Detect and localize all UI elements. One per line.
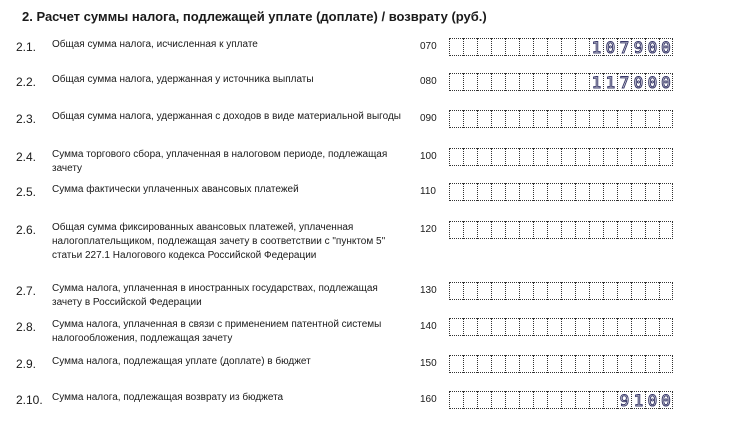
digit-cell[interactable]: [547, 110, 561, 128]
digit-cell[interactable]: [533, 318, 547, 336]
digit-cell[interactable]: [631, 355, 645, 373]
digit-cell[interactable]: 1: [603, 73, 617, 91]
row-label: Общая сумма налога, удержанная у источника выплаты: [52, 74, 314, 85]
digit-cell[interactable]: [491, 355, 505, 373]
digit-cell[interactable]: [449, 355, 463, 373]
digit-cell[interactable]: [589, 148, 603, 166]
digit-cell[interactable]: [505, 391, 519, 409]
digit-cell[interactable]: [575, 282, 589, 300]
line-code: 110: [420, 186, 436, 197]
digit-cell[interactable]: [519, 355, 533, 373]
form-row: [0, 318, 741, 358]
amount-field[interactable]: [449, 282, 673, 300]
digit-cell[interactable]: [561, 73, 575, 91]
digit-cell[interactable]: [547, 73, 561, 91]
digit-cell[interactable]: [519, 73, 533, 91]
digit-cell[interactable]: [449, 183, 463, 201]
digit-cell[interactable]: [477, 73, 491, 91]
amount-field[interactable]: [449, 73, 673, 91]
digit-cell[interactable]: [589, 183, 603, 201]
digit-cell[interactable]: [561, 148, 575, 166]
digit-cell[interactable]: [659, 148, 673, 166]
digit-cell[interactable]: [477, 391, 491, 409]
digit-cell[interactable]: [575, 318, 589, 336]
form-row: [0, 355, 741, 395]
digit-cell[interactable]: [491, 183, 505, 201]
digit-cell[interactable]: [645, 221, 659, 239]
digit-cell[interactable]: [645, 148, 659, 166]
digit-cell[interactable]: [617, 318, 631, 336]
amount-field[interactable]: [449, 355, 673, 373]
amount-field[interactable]: [449, 391, 673, 409]
digit-cell[interactable]: [631, 221, 645, 239]
digit-cell[interactable]: [617, 221, 631, 239]
line-code: 160: [420, 394, 437, 405]
digit-cell[interactable]: [449, 318, 463, 336]
digit-cell[interactable]: [603, 355, 617, 373]
digit-cell[interactable]: [519, 38, 533, 56]
digit-cell[interactable]: [491, 148, 505, 166]
amount-field[interactable]: [449, 110, 673, 128]
row-number: 2.10.: [16, 393, 43, 407]
digit-cell[interactable]: [533, 38, 547, 56]
digit-cell[interactable]: [491, 38, 505, 56]
digit-cell[interactable]: [561, 391, 575, 409]
digit-cell[interactable]: [505, 355, 519, 373]
digit-cell[interactable]: [519, 148, 533, 166]
row-label: Сумма налога, подлежащая уплате (доплате) в бюджет: [52, 356, 311, 367]
digit-cell[interactable]: [449, 282, 463, 300]
digit-cell[interactable]: [617, 148, 631, 166]
digit-cell[interactable]: [589, 221, 603, 239]
form-row: [0, 110, 741, 150]
digit-cell[interactable]: [477, 110, 491, 128]
digit-cell[interactable]: [491, 282, 505, 300]
digit-cell[interactable]: [477, 355, 491, 373]
digit-cell[interactable]: [631, 110, 645, 128]
digit-cell[interactable]: [505, 282, 519, 300]
digit-cell[interactable]: [589, 391, 603, 409]
line-code: 120: [420, 224, 437, 235]
digit-cell[interactable]: [589, 355, 603, 373]
digit-cell[interactable]: [533, 183, 547, 201]
digit-cell[interactable]: [477, 221, 491, 239]
digit-cell[interactable]: [603, 148, 617, 166]
digit-cell[interactable]: [491, 110, 505, 128]
digit-cell[interactable]: [505, 73, 519, 91]
digit-cell[interactable]: [645, 110, 659, 128]
digit-cell[interactable]: [477, 318, 491, 336]
digit-cell[interactable]: [575, 73, 589, 91]
row-label: Общая сумма фиксированных авансовых платежей, уплаченная налогоплательщиком, подлежащая зачету в соответствии с "пунктом 5" статьи 227.1 Налогового кодекса Российской Федерации: [52, 222, 386, 261]
digit-cell[interactable]: 1: [631, 391, 645, 409]
row-number: 2.6.: [16, 223, 37, 237]
digit-cell[interactable]: [533, 282, 547, 300]
digit-cell[interactable]: [449, 221, 463, 239]
digit-cell[interactable]: [659, 183, 673, 201]
digit-cell[interactable]: 1: [589, 38, 603, 56]
digit-cell[interactable]: [505, 38, 519, 56]
digit-cell[interactable]: [463, 110, 477, 128]
digit-cell[interactable]: [449, 391, 463, 409]
digit-cell[interactable]: [589, 110, 603, 128]
digit-cell[interactable]: [491, 73, 505, 91]
digit-cell[interactable]: [547, 282, 561, 300]
row-label: Сумма фактически уплаченных авансовых платежей: [52, 184, 299, 195]
digit-cell[interactable]: [533, 148, 547, 166]
digit-cell[interactable]: [547, 391, 561, 409]
digit-cell[interactable]: [659, 355, 673, 373]
digit-cell[interactable]: [561, 221, 575, 239]
digit-cell[interactable]: [463, 183, 477, 201]
digit-cell[interactable]: [547, 355, 561, 373]
digit-cell[interactable]: [603, 183, 617, 201]
digit-cell[interactable]: [519, 318, 533, 336]
amount-field[interactable]: [449, 38, 673, 56]
amount-field[interactable]: [449, 148, 673, 166]
digit-cell[interactable]: [463, 282, 477, 300]
amount-field[interactable]: [449, 318, 673, 336]
digit-cell[interactable]: 0: [645, 38, 659, 56]
digit-cell[interactable]: [631, 282, 645, 300]
digit-cell[interactable]: [659, 282, 673, 300]
form-row: [0, 73, 741, 113]
digit-cell[interactable]: 0: [631, 73, 645, 91]
digit-cell[interactable]: [561, 183, 575, 201]
digit-cell[interactable]: [603, 391, 617, 409]
digit-cell[interactable]: [589, 318, 603, 336]
digit-cell[interactable]: [463, 221, 477, 239]
digit-cell[interactable]: [533, 355, 547, 373]
line-code: 140: [420, 321, 437, 332]
digit-cell[interactable]: [477, 183, 491, 201]
line-code: 070: [420, 41, 437, 52]
form-row: [0, 221, 741, 261]
digit-cell[interactable]: 7: [617, 38, 631, 56]
digit-cell[interactable]: [659, 221, 673, 239]
digit-cell[interactable]: 0: [659, 391, 673, 409]
digit-cell[interactable]: [645, 318, 659, 336]
digit-cell[interactable]: [519, 282, 533, 300]
row-number: 2.7.: [16, 284, 37, 298]
digit-cell[interactable]: 0: [645, 73, 659, 91]
digit-cell[interactable]: [533, 73, 547, 91]
digit-cell[interactable]: [547, 318, 561, 336]
line-code: 100: [420, 151, 437, 162]
digit-cell[interactable]: [645, 183, 659, 201]
digit-cell[interactable]: [477, 38, 491, 56]
digit-cell[interactable]: [491, 391, 505, 409]
row-number: 2.5.: [16, 185, 37, 199]
row-number: 2.4.: [16, 150, 37, 164]
digit-cell[interactable]: [463, 148, 477, 166]
row-label: Сумма налога, уплаченная в связи с применением патентной системы налогообложения, подлежащая зачету: [52, 319, 382, 344]
line-code: 150: [420, 358, 437, 369]
digit-cell[interactable]: [561, 355, 575, 373]
digit-cell[interactable]: [575, 391, 589, 409]
digit-cell[interactable]: [491, 318, 505, 336]
digit-cell[interactable]: [533, 391, 547, 409]
digit-cell[interactable]: [575, 221, 589, 239]
digit-cell[interactable]: [575, 148, 589, 166]
digit-cell[interactable]: [575, 355, 589, 373]
row-number: 2.2.: [16, 75, 37, 89]
digit-cell[interactable]: [603, 282, 617, 300]
digit-cell[interactable]: [645, 282, 659, 300]
form-row: [0, 148, 741, 188]
amount-field[interactable]: [449, 221, 673, 239]
row-label: Сумма налога, уплаченная в иностранных государствах, подлежащая зачету в Российской Федерации: [52, 283, 378, 308]
digit-cell[interactable]: [505, 183, 519, 201]
digit-cell[interactable]: [477, 282, 491, 300]
digit-cell[interactable]: [631, 183, 645, 201]
row-number: 2.3.: [16, 112, 37, 126]
digit-cell[interactable]: [533, 110, 547, 128]
row-number: 2.9.: [16, 357, 37, 371]
digit-cell[interactable]: [463, 355, 477, 373]
form-row: [0, 183, 741, 223]
digit-cell[interactable]: [547, 183, 561, 201]
digit-cell[interactable]: [617, 355, 631, 373]
row-number: 2.8.: [16, 320, 37, 334]
digit-cell[interactable]: [547, 38, 561, 56]
digit-cell[interactable]: [575, 110, 589, 128]
digit-cell[interactable]: [463, 391, 477, 409]
digit-cell[interactable]: [505, 148, 519, 166]
digit-cell[interactable]: [519, 110, 533, 128]
digit-cell[interactable]: [659, 318, 673, 336]
digit-cell[interactable]: [505, 318, 519, 336]
digit-cell[interactable]: 1: [589, 73, 603, 91]
digit-cell[interactable]: [561, 318, 575, 336]
digit-cell[interactable]: 9: [631, 38, 645, 56]
digit-cell[interactable]: [561, 110, 575, 128]
digit-cell[interactable]: 0: [659, 38, 673, 56]
row-label: Общая сумма налога, исчисленная к уплате: [52, 39, 258, 50]
row-label: Общая сумма налога, удержанная с доходов в виде материальной выгоды: [52, 111, 401, 122]
digit-cell[interactable]: [449, 73, 463, 91]
digit-cell[interactable]: [645, 355, 659, 373]
row-label: Сумма налога, подлежащая возврату из бюджета: [52, 392, 284, 403]
row-label: Сумма торгового сбора, уплаченная в налоговом периоде, подлежащая зачету: [52, 149, 388, 174]
digit-cell[interactable]: [519, 183, 533, 201]
digit-cell[interactable]: [533, 221, 547, 239]
digit-cell[interactable]: [603, 110, 617, 128]
digit-cell[interactable]: [617, 183, 631, 201]
digit-cell[interactable]: [449, 148, 463, 166]
digit-cell[interactable]: [575, 38, 589, 56]
digit-cell[interactable]: [519, 391, 533, 409]
digit-cell[interactable]: [463, 38, 477, 56]
form-row: [0, 391, 741, 431]
digit-cell[interactable]: [519, 221, 533, 239]
digit-cell[interactable]: [659, 110, 673, 128]
digit-cell[interactable]: 0: [645, 391, 659, 409]
digit-cell[interactable]: [449, 38, 463, 56]
form-row: [0, 38, 741, 78]
row-number: 2.1.: [16, 40, 37, 54]
digit-cell[interactable]: [547, 221, 561, 239]
form-row: [0, 282, 741, 322]
line-code: 080: [420, 76, 437, 87]
digit-cell[interactable]: [561, 38, 575, 56]
digit-cell[interactable]: [617, 282, 631, 300]
amount-field[interactable]: [449, 183, 673, 201]
digit-cell[interactable]: [603, 221, 617, 239]
digit-cell[interactable]: [547, 148, 561, 166]
section-title: 2. Расчет суммы налога, подлежащей уплате (доплате) / возврату (руб.): [22, 9, 487, 24]
line-code: 090: [420, 113, 437, 124]
digit-cell[interactable]: [505, 110, 519, 128]
digit-cell[interactable]: 9: [617, 391, 631, 409]
digit-cell[interactable]: [463, 73, 477, 91]
digit-cell[interactable]: [589, 282, 603, 300]
digit-cell[interactable]: [561, 282, 575, 300]
digit-cell[interactable]: 0: [659, 73, 673, 91]
digit-cell[interactable]: 7: [617, 73, 631, 91]
digit-cell[interactable]: [617, 110, 631, 128]
digit-cell[interactable]: [631, 318, 645, 336]
digit-cell[interactable]: [603, 318, 617, 336]
digit-cell[interactable]: [477, 148, 491, 166]
digit-cell[interactable]: [491, 221, 505, 239]
line-code: 130: [420, 285, 437, 296]
digit-cell[interactable]: [505, 221, 519, 239]
digit-cell[interactable]: [631, 148, 645, 166]
digit-cell[interactable]: [575, 183, 589, 201]
digit-cell[interactable]: 0: [603, 38, 617, 56]
digit-cell[interactable]: [449, 110, 463, 128]
digit-cell[interactable]: [463, 318, 477, 336]
